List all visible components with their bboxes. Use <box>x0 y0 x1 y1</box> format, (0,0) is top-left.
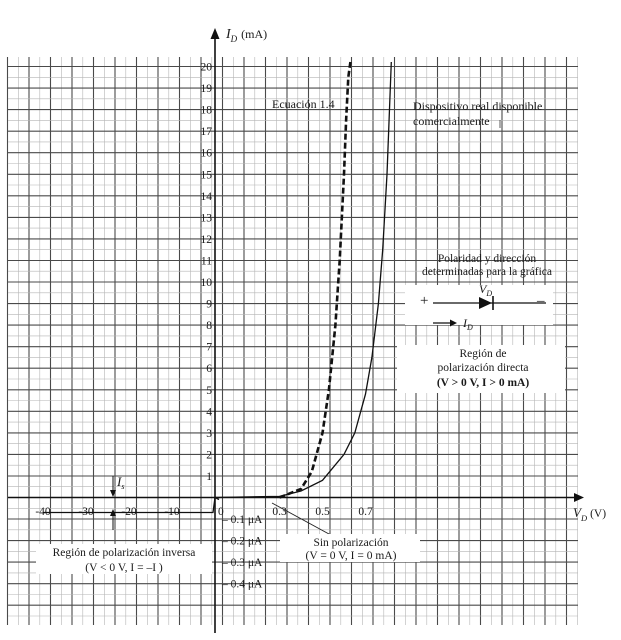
plus-sign: + <box>420 293 429 309</box>
svg-text:Polaridad y dirección: Polaridad y dirección <box>437 253 537 265</box>
svg-text:Dispositivo real disponible: Dispositivo real disponible <box>413 99 543 113</box>
y-tick-label: 10 <box>200 277 212 289</box>
y-tick-label: 9 <box>206 298 212 311</box>
y-reverse-tick-label: – 0.3 μA <box>222 557 263 570</box>
y-tick-label: 16 <box>200 147 212 160</box>
series-group <box>43 62 391 513</box>
y-tick-label: 8 <box>206 320 212 333</box>
diode-id-label: $I_D$ <box>463 316 473 332</box>
y-axis-title: $I_D$ (mA) <box>226 27 268 44</box>
y-tick-label: 20 <box>200 61 212 74</box>
y-tick-label: 17 <box>200 126 212 139</box>
is-label: $I_s$ <box>117 474 125 491</box>
x-tick-label: -10 <box>164 506 180 518</box>
y-reverse-tick-label: – 0.4 μA <box>222 578 263 591</box>
polaridad-label <box>422 253 552 278</box>
x-tick-label: -30 <box>78 506 94 518</box>
origin-label: 0 <box>218 506 224 518</box>
x-tick-label: 0.3 <box>272 506 287 518</box>
svg-text:comercialmente: comercialmente <box>413 114 490 128</box>
y-tick-label: 2 <box>206 449 212 462</box>
y-tick-label: 4 <box>206 406 212 419</box>
y-tick-label: 12 <box>200 233 212 246</box>
svg-text:(V = 0 V, I = 0 mA): (V = 0 V, I = 0 mA) <box>305 550 397 562</box>
y-tick-label: 7 <box>206 341 212 354</box>
svg-text:polarización directa: polarización directa <box>437 362 529 374</box>
x-tick-label: -20 <box>121 506 137 518</box>
diode-vd-label: $V_D$ <box>479 282 493 298</box>
svg-text:(V > 0 V, I > 0 mA): (V > 0 V, I > 0 mA) <box>436 377 530 389</box>
y-tick-labels <box>201 62 213 483</box>
y-tick-label: 15 <box>200 169 212 182</box>
dispositivo-label <box>413 99 542 128</box>
y-tick-label: 6 <box>206 363 212 376</box>
y-tick-label: 14 <box>200 190 212 203</box>
y-tick-label: 3 <box>206 427 212 440</box>
ecuacion-label: Ecuación 1.4 <box>272 97 335 111</box>
svg-text:determinadas para la gráfica: determinadas para la gráfica <box>422 266 552 278</box>
x-tick-label: 0.7 <box>358 506 373 518</box>
y-tick-label: 11 <box>200 255 212 268</box>
y-tick-label: 5 <box>206 384 212 397</box>
y-reverse-tick-labels <box>221 514 263 591</box>
y-tick-label: 19 <box>200 83 212 96</box>
x-axis-arrow <box>574 493 584 502</box>
y-tick-label: 18 <box>200 104 212 117</box>
y-tick-label: 1 <box>206 470 212 483</box>
y-reverse-tick-label: – 0.2 μA <box>222 535 263 548</box>
diode-symbol <box>405 282 553 332</box>
svg-text:Región de: Región de <box>459 348 507 360</box>
svg-text:Sin polarización: Sin polarización <box>313 537 389 549</box>
series-ecuacion-line <box>280 62 351 498</box>
y-reverse-tick-label: – 0.1 μA <box>222 514 263 526</box>
x-tick-label: 0.5 <box>315 506 330 518</box>
sin-polarizacion-label <box>306 537 397 562</box>
minus-sign: – <box>537 293 545 309</box>
y-axis-arrow <box>211 28 220 39</box>
svg-text:(V < 0 V, I = –I ): (V < 0 V, I = –I ) <box>85 562 163 574</box>
y-tick-label: 13 <box>200 212 212 225</box>
x-tick-label: -40 <box>35 506 51 518</box>
svg-text:Región de polarización inversa: Región de polarización inversa <box>52 547 196 559</box>
x-axis-title: $V_D$ (V) <box>573 505 607 523</box>
